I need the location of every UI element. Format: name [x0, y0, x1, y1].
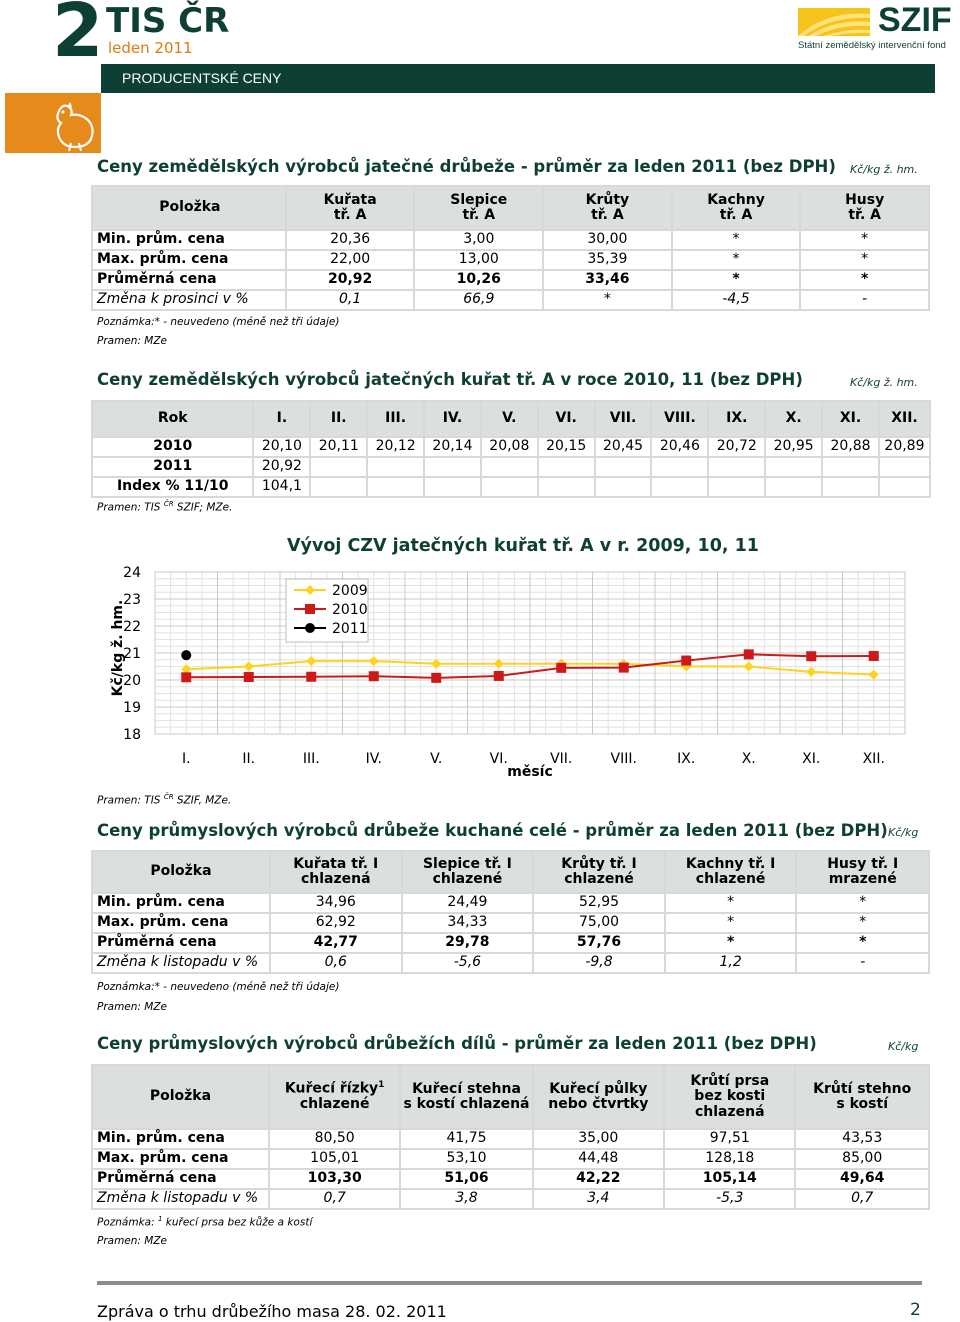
table-cell: [651, 477, 708, 497]
data-point: [305, 623, 315, 633]
table-cell: 10,26: [414, 270, 543, 290]
table2-source: Pramen: TIS $^{ČR}$ SZIF; MZe.: [97, 500, 233, 514]
table1-header-row: [92, 186, 929, 230]
table-cell: 20,08: [481, 437, 538, 457]
table-cell: 20,12: [367, 437, 424, 457]
table1-header-cell: Krůty tř. A: [543, 186, 672, 230]
row-label: Min. prům. cena: [92, 230, 286, 250]
x-tick-label: X.: [741, 751, 756, 767]
table-cell: 53,10: [400, 1149, 532, 1169]
table-cell: -5,6: [402, 953, 534, 973]
table-cell: [310, 457, 367, 477]
table-cell: -: [796, 953, 929, 973]
table-cell: [481, 477, 538, 497]
table-cell: -: [800, 290, 929, 310]
table-cell: 42,77: [270, 933, 402, 953]
table-cell: -5,3: [664, 1189, 795, 1209]
table2-header-cell: VIII.: [651, 401, 708, 437]
row-label: Max. prům. cena: [92, 913, 270, 933]
table-cell: 35,39: [543, 250, 672, 270]
table-cell: *: [800, 270, 929, 290]
table3: [91, 850, 930, 974]
table-cell: 3,4: [533, 1189, 665, 1209]
data-point: [556, 663, 566, 673]
logo-text: TIS ČR: [106, 1, 230, 41]
table2-header-cell: VI.: [538, 401, 595, 437]
table-cell: 57,76: [533, 933, 665, 953]
data-point: [369, 671, 379, 681]
table-cell: 20,15: [538, 437, 595, 457]
table1-header-cell: Kachny tř. A: [672, 186, 801, 230]
table-cell: [765, 477, 822, 497]
row-label: Index % 11/10: [92, 477, 253, 497]
y-tick-label: 22: [123, 619, 141, 635]
table-cell: 80,50: [269, 1129, 401, 1149]
table1-header-cell: Položka: [92, 186, 286, 230]
table-cell: -9,8: [533, 953, 665, 973]
table-row: [92, 1129, 929, 1149]
data-point: [244, 672, 254, 682]
x-tick-label: V.: [430, 751, 443, 767]
table2-header-cell: XII.: [879, 401, 930, 437]
table1-header-cell: Kuřata tř. A: [286, 186, 415, 230]
table3-title: Ceny průmyslových výrobců drůbeže kuchané celé - průměr za leden 2011 (bez DPH): [97, 821, 888, 840]
x-tick-label: VIII.: [610, 751, 637, 767]
y-tick-label: 23: [123, 592, 141, 608]
row-label: Min. prům. cena: [92, 893, 270, 913]
data-point: [806, 651, 816, 661]
footer-divider: [97, 1281, 922, 1285]
table-cell: *: [665, 893, 797, 913]
table-cell: 34,96: [270, 893, 402, 913]
table-cell: [822, 477, 879, 497]
table4-unit: Kč/kg: [888, 1040, 919, 1053]
table1-unit: Kč/kg ž. hm.: [850, 163, 918, 176]
x-tick-label: VI.: [489, 751, 508, 767]
legend-label: 2011: [332, 621, 368, 637]
table-cell: 104,1: [253, 477, 310, 497]
table-cell: -4,5: [672, 290, 801, 310]
table3-header-cell: Slepice tř. I chlazené: [402, 851, 534, 893]
table-cell: *: [796, 933, 929, 953]
table2-header-row: [92, 401, 930, 437]
table3-header-cell: Položka: [92, 851, 270, 893]
table-cell: 41,75: [400, 1129, 532, 1149]
table-cell: [481, 457, 538, 477]
table-cell: [595, 457, 652, 477]
table2-header-cell: II.: [310, 401, 367, 437]
data-point: [619, 663, 629, 673]
table-row: [92, 477, 930, 497]
table1-title: Ceny zemědělských výrobců jatečné drůbeže - průměr za leden 2011 (bez DPH): [97, 157, 836, 176]
table3-header-cell: Husy tř. I mrazené: [796, 851, 929, 893]
table2-header-cell: X.: [765, 401, 822, 437]
table-cell: 44,48: [533, 1149, 665, 1169]
table2: [91, 400, 931, 498]
table4-header-cell: Položka: [92, 1065, 269, 1129]
table-cell: 51,06: [400, 1169, 532, 1189]
table-cell: *: [672, 250, 801, 270]
data-point: [744, 649, 754, 659]
table-row: [92, 1149, 929, 1169]
table-cell: [822, 457, 879, 477]
y-tick-label: 18: [123, 727, 141, 743]
logo-number: 2: [52, 0, 102, 74]
table-cell: 34,33: [402, 913, 534, 933]
y-tick-label: 19: [123, 700, 141, 716]
table2-header-cell: V.: [481, 401, 538, 437]
x-tick-label: IV.: [365, 751, 382, 767]
table-cell: [424, 457, 481, 477]
x-tick-label: IX.: [677, 751, 696, 767]
table-cell: 66,9: [414, 290, 543, 310]
table-cell: *: [796, 893, 929, 913]
table-row: [92, 913, 929, 933]
data-point: [494, 671, 504, 681]
table-cell: 62,92: [270, 913, 402, 933]
row-label: 2011: [92, 457, 253, 477]
issue-date: leden 2011: [108, 39, 193, 57]
legend-label: 2009: [332, 583, 368, 599]
table-cell: [879, 457, 930, 477]
data-point: [181, 672, 191, 682]
table-cell: [651, 457, 708, 477]
y-tick-label: 21: [123, 646, 141, 662]
data-point: [869, 651, 879, 661]
hen-icon: [45, 97, 101, 153]
table4-header-cell: Kuřecí stehna s kostí chlazená: [400, 1065, 532, 1129]
table-row: [92, 270, 929, 290]
table-cell: *: [672, 270, 801, 290]
table-cell: [879, 477, 930, 497]
row-label: 2010: [92, 437, 253, 457]
section-bar-label: PRODUCENTSKÉ CENY: [122, 70, 282, 86]
table4-header-row: [92, 1065, 929, 1129]
section-bar: [101, 64, 935, 93]
table-cell: [765, 457, 822, 477]
table3-header-row: [92, 851, 929, 893]
x-tick-label: XI.: [802, 751, 821, 767]
row-label: Průměrná cena: [92, 933, 270, 953]
table-cell: 0,6: [270, 953, 402, 973]
table-row: [92, 933, 929, 953]
table-cell: *: [543, 290, 672, 310]
table-cell: [538, 457, 595, 477]
table4-title: Ceny průmyslových výrobců drůbežích dílů - průměr za leden 2011 (bez DPH): [97, 1034, 817, 1053]
data-point: [306, 672, 316, 682]
table-cell: 20,10: [253, 437, 310, 457]
x-tick-label: III.: [302, 751, 320, 767]
table-cell: 97,51: [664, 1129, 795, 1149]
table3-unit: Kč/kg: [888, 826, 919, 839]
table-cell: *: [672, 230, 801, 250]
table2-header-cell: XI.: [822, 401, 879, 437]
table-cell: 20,88: [822, 437, 879, 457]
table-cell: 20,45: [595, 437, 652, 457]
brand-subtitle: Státní zemědělský intervenční fond: [798, 40, 946, 51]
table1-header-cell: Husy tř. A: [800, 186, 929, 230]
table1-note: Poznámka:* - neuvedeno (méně než tři údaje): [97, 316, 340, 328]
table3-note: Poznámka:* - neuvedeno (méně než tři údaje): [97, 981, 340, 993]
table-cell: 1,2: [665, 953, 797, 973]
legend-label: 2010: [332, 602, 368, 618]
table4-header-cell: Krůtí stehno s kostí: [795, 1065, 929, 1129]
x-axis-label: měsíc: [507, 764, 553, 780]
table3-header-cell: Kuřata tř. I chlazená: [270, 851, 402, 893]
table-cell: *: [800, 250, 929, 270]
table-cell: *: [665, 913, 797, 933]
table-cell: [367, 457, 424, 477]
orange-block: [5, 93, 101, 153]
data-point: [181, 650, 191, 660]
table2-header-cell: Rok: [92, 401, 253, 437]
table2-header-cell: I.: [253, 401, 310, 437]
table3-header-cell: Krůty tř. I chlazené: [533, 851, 665, 893]
table-cell: 43,53: [795, 1129, 929, 1149]
table1: [91, 185, 930, 311]
table-cell: [367, 477, 424, 497]
table-cell: [310, 477, 367, 497]
table-cell: 29,78: [402, 933, 534, 953]
row-label: Max. prům. cena: [92, 250, 286, 270]
table-row: [92, 437, 930, 457]
row-label: Min. prům. cena: [92, 1129, 269, 1149]
table-cell: 105,14: [664, 1169, 795, 1189]
table-row: [92, 953, 929, 973]
table-cell: 33,46: [543, 270, 672, 290]
table-cell: 20,95: [765, 437, 822, 457]
row-label: Průměrná cena: [92, 1169, 269, 1189]
table-cell: 20,46: [651, 437, 708, 457]
table1-source: Pramen: MZe: [97, 335, 168, 347]
table-cell: 13,00: [414, 250, 543, 270]
table-cell: 35,00: [533, 1129, 665, 1149]
table-cell: 128,18: [664, 1149, 795, 1169]
table-cell: 20,11: [310, 437, 367, 457]
table2-unit: Kč/kg ž. hm.: [850, 376, 918, 389]
table2-header-cell: IV.: [424, 401, 481, 437]
x-tick-label: XII.: [862, 751, 885, 767]
table-row: [92, 893, 929, 913]
table-cell: 20,89: [879, 437, 930, 457]
table2-header-cell: III.: [367, 401, 424, 437]
row-label: Max. prům. cena: [92, 1149, 269, 1169]
table-cell: 0,7: [269, 1189, 401, 1209]
table3-source: Pramen: MZe: [97, 1001, 168, 1013]
table2-header-cell: IX.: [708, 401, 765, 437]
y-tick-label: 24: [123, 565, 141, 581]
chart-legend: [286, 579, 368, 642]
data-point: [305, 604, 315, 614]
table-cell: 20,72: [708, 437, 765, 457]
table2-title: Ceny zemědělských výrobců jatečných kuřat tř. A v roce 2010, 11 (bez DPH): [97, 370, 803, 389]
x-tick-label: I.: [181, 751, 191, 767]
table-cell: *: [796, 913, 929, 933]
y-axis-label: Kč/kg ž. hm.: [110, 599, 126, 697]
table-cell: [708, 477, 765, 497]
data-point: [431, 673, 441, 683]
table-cell: 103,30: [269, 1169, 401, 1189]
table-cell: 105,01: [269, 1149, 401, 1169]
row-label: Změna k listopadu v %: [92, 1189, 269, 1209]
table-cell: 75,00: [533, 913, 665, 933]
table-cell: 42,22: [533, 1169, 665, 1189]
table-cell: *: [665, 933, 797, 953]
row-label: Změna k listopadu v %: [92, 953, 270, 973]
table4-source: Pramen: MZe: [97, 1235, 168, 1247]
table4-header-cell: Krůtí prsa bez kosti chlazená: [664, 1065, 795, 1129]
szif-wheat-icon: [798, 8, 870, 36]
table-cell: [708, 457, 765, 477]
table-cell: 0,1: [286, 290, 415, 310]
data-point: [681, 656, 691, 666]
table-cell: 20,92: [286, 270, 415, 290]
price-line-chart: [95, 560, 915, 782]
row-label: Průměrná cena: [92, 270, 286, 290]
table3-header-cell: Kachny tř. I chlazené: [665, 851, 797, 893]
table-cell: *: [800, 230, 929, 250]
table-cell: 20,36: [286, 230, 415, 250]
brand-name: SZIF: [878, 1, 952, 39]
table4-header-cell: Kuřecí řízky$^1$ chlazené: [269, 1065, 401, 1129]
footer-text: Zpráva o trhu drůbežího masa 28. 02. 2011: [97, 1302, 447, 1321]
table-cell: 49,64: [795, 1169, 929, 1189]
table-cell: 0,7: [795, 1189, 929, 1209]
table1-header-cell: Slepice tř. A: [414, 186, 543, 230]
table-cell: [424, 477, 481, 497]
table-cell: 52,95: [533, 893, 665, 913]
y-tick-label: 20: [123, 673, 141, 689]
page-number: 2: [910, 1300, 921, 1320]
row-label: Změna k prosinci v %: [92, 290, 286, 310]
table-row: [92, 457, 930, 477]
table4: [91, 1064, 930, 1210]
table-cell: 3,8: [400, 1189, 532, 1209]
table-row: [92, 230, 929, 250]
table-cell: 24,49: [402, 893, 534, 913]
table-cell: [595, 477, 652, 497]
chart-title: Vývoj CZV jatečných kuřat tř. A v r. 2009, 10, 11: [287, 536, 759, 556]
chart-source: Pramen: TIS $^{ČR}$ SZIF, MZe.: [97, 793, 232, 807]
table4-header-cell: Kuřecí půlky nebo čtvrtky: [533, 1065, 665, 1129]
table-row: [92, 250, 929, 270]
table-row: [92, 290, 929, 310]
x-tick-label: VII.: [550, 751, 573, 767]
x-tick-label: II.: [242, 751, 256, 767]
table4-note: Poznámka: $^1$ kuřecí prsa bez kůže a kostí: [97, 1215, 313, 1229]
table-cell: 20,14: [424, 437, 481, 457]
table-cell: 3,00: [414, 230, 543, 250]
table-cell: 22,00: [286, 250, 415, 270]
table-cell: [538, 477, 595, 497]
table-cell: 30,00: [543, 230, 672, 250]
table-row: [92, 1169, 929, 1189]
table-cell: 20,92: [253, 457, 310, 477]
table-row: [92, 1189, 929, 1209]
table2-header-cell: VII.: [595, 401, 652, 437]
table-cell: 85,00: [795, 1149, 929, 1169]
